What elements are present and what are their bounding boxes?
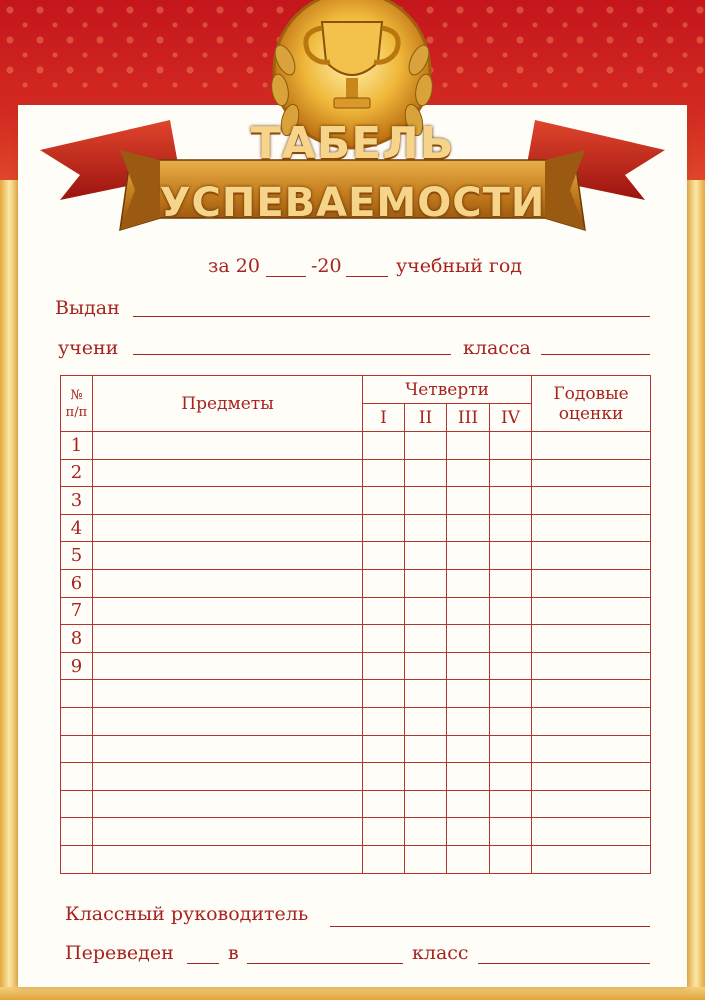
annual-grade-cell[interactable] <box>532 597 651 625</box>
transferred-to-field[interactable] <box>247 963 403 964</box>
quarter-4-cell[interactable] <box>490 569 532 597</box>
quarter-4-cell[interactable] <box>490 542 532 570</box>
quarter-2-cell[interactable] <box>405 763 447 791</box>
annual-grade-cell[interactable] <box>532 542 651 570</box>
quarter-4-cell[interactable] <box>490 487 532 515</box>
quarter-3-cell[interactable] <box>447 652 490 680</box>
student-label: учени <box>58 337 119 359</box>
quarter-4-cell[interactable] <box>490 763 532 791</box>
table-row <box>61 845 651 873</box>
year-mid: -20 <box>311 255 342 277</box>
title-line-2: УСПЕВАЕМОСТИ <box>159 180 546 226</box>
class-field[interactable] <box>541 354 650 355</box>
table-row <box>61 818 651 846</box>
quarter-4-cell[interactable] <box>490 790 532 818</box>
quarter-1-cell[interactable] <box>363 625 405 653</box>
row-number: 3 <box>61 487 93 515</box>
quarter-3-cell[interactable] <box>447 818 490 846</box>
quarter-2-cell[interactable] <box>405 707 447 735</box>
table-row <box>61 432 651 460</box>
row-number: 5 <box>61 542 93 570</box>
row-number <box>61 707 93 735</box>
annual-grade-cell[interactable] <box>532 459 651 487</box>
quarter-2-cell[interactable] <box>405 514 447 542</box>
row-number <box>61 845 93 873</box>
quarter-1-cell[interactable] <box>363 707 405 735</box>
table-row <box>61 680 651 708</box>
quarter-3-cell[interactable] <box>447 459 490 487</box>
row-number: 4 <box>61 514 93 542</box>
subject-cell[interactable] <box>93 763 363 791</box>
subject-cell[interactable] <box>93 514 363 542</box>
annual-grade-cell[interactable] <box>532 569 651 597</box>
quarter-1-cell[interactable] <box>363 597 405 625</box>
class-label-2: класс <box>412 942 469 964</box>
in-label: в <box>228 942 239 964</box>
row-number <box>61 790 93 818</box>
quarter-2-cell[interactable] <box>405 625 447 653</box>
quarter-2-cell[interactable] <box>405 818 447 846</box>
quarter-2-cell[interactable] <box>405 487 447 515</box>
row-number <box>61 763 93 791</box>
subject-cell[interactable] <box>93 542 363 570</box>
quarter-3-cell[interactable] <box>447 763 490 791</box>
subject-cell[interactable] <box>93 569 363 597</box>
quarter-4-cell[interactable] <box>490 818 532 846</box>
num-header: № п/п <box>61 376 93 432</box>
table-row <box>61 569 651 597</box>
quarter-4-cell[interactable] <box>490 707 532 735</box>
year-end-blank[interactable] <box>346 276 388 277</box>
annual-grade-cell[interactable] <box>532 735 651 763</box>
quarter-3-cell[interactable] <box>447 735 490 763</box>
subject-cell[interactable] <box>93 707 363 735</box>
quarter-4-cell[interactable] <box>490 459 532 487</box>
subject-cell[interactable] <box>93 625 363 653</box>
quarter-2-cell[interactable] <box>405 569 447 597</box>
student-field[interactable] <box>133 354 451 355</box>
grade-rows <box>61 432 651 874</box>
quarter-4-cell[interactable] <box>490 735 532 763</box>
table-row <box>61 625 651 653</box>
table-row <box>61 487 651 515</box>
gold-border-left <box>0 180 18 1000</box>
table-row <box>61 652 651 680</box>
table-row <box>61 459 651 487</box>
quarter-4-header: IV <box>490 404 532 432</box>
teacher-label: Классный руководитель <box>65 903 309 925</box>
gold-border-right <box>687 180 705 1000</box>
annual-grade-cell[interactable] <box>532 514 651 542</box>
quarter-3-cell[interactable] <box>447 569 490 597</box>
quarter-4-cell[interactable] <box>490 597 532 625</box>
quarter-1-cell[interactable] <box>363 652 405 680</box>
teacher-field[interactable] <box>330 926 650 927</box>
table-row <box>61 790 651 818</box>
quarter-1-cell[interactable] <box>363 680 405 708</box>
transferred-blank[interactable] <box>187 963 219 964</box>
quarter-1-cell[interactable] <box>363 735 405 763</box>
quarter-3-cell[interactable] <box>447 432 490 460</box>
subject-cell[interactable] <box>93 818 363 846</box>
quarter-3-cell[interactable] <box>447 680 490 708</box>
quarter-1-cell[interactable] <box>363 542 405 570</box>
subject-cell[interactable] <box>93 652 363 680</box>
quarter-4-cell[interactable] <box>490 845 532 873</box>
row-number: 9 <box>61 652 93 680</box>
annual-grade-cell[interactable] <box>532 707 651 735</box>
quarter-4-cell[interactable] <box>490 432 532 460</box>
table-row <box>61 735 651 763</box>
issued-field[interactable] <box>133 316 650 317</box>
annual-grade-cell[interactable] <box>532 652 651 680</box>
quarter-2-cell[interactable] <box>405 790 447 818</box>
quarter-3-cell[interactable] <box>447 845 490 873</box>
subject-cell[interactable] <box>93 735 363 763</box>
quarter-1-cell[interactable] <box>363 514 405 542</box>
quarter-2-cell[interactable] <box>405 432 447 460</box>
annual-grade-cell[interactable] <box>532 432 651 460</box>
table-row <box>61 514 651 542</box>
table-row <box>61 763 651 791</box>
quarter-3-cell[interactable] <box>447 625 490 653</box>
year-start-blank[interactable] <box>266 276 306 277</box>
issued-label: Выдан <box>55 297 120 319</box>
quarter-2-header: II <box>405 404 447 432</box>
quarter-1-cell[interactable] <box>363 818 405 846</box>
quarter-1-cell[interactable] <box>363 459 405 487</box>
quarter-4-cell[interactable] <box>490 625 532 653</box>
row-number <box>61 680 93 708</box>
row-number: 7 <box>61 597 93 625</box>
quarter-2-cell[interactable] <box>405 735 447 763</box>
quarter-3-cell[interactable] <box>447 514 490 542</box>
row-number <box>61 818 93 846</box>
quarter-4-cell[interactable] <box>490 514 532 542</box>
quarter-1-cell[interactable] <box>363 845 405 873</box>
annual-grade-cell[interactable] <box>532 625 651 653</box>
quarter-3-cell[interactable] <box>447 790 490 818</box>
annual-grade-cell[interactable] <box>532 818 651 846</box>
quarter-2-cell[interactable] <box>405 459 447 487</box>
subject-cell[interactable] <box>93 459 363 487</box>
subject-cell[interactable] <box>93 597 363 625</box>
quarter-3-header: III <box>447 404 490 432</box>
annual-grades-header: Годовые оценки <box>532 376 651 432</box>
row-number: 6 <box>61 569 93 597</box>
subject-cell[interactable] <box>93 845 363 873</box>
table-row <box>61 707 651 735</box>
year-suffix: учебный год <box>396 255 523 277</box>
subject-cell[interactable] <box>93 680 363 708</box>
row-number <box>61 735 93 763</box>
quarter-2-cell[interactable] <box>405 652 447 680</box>
quarter-3-cell[interactable] <box>447 542 490 570</box>
quarter-2-cell[interactable] <box>405 845 447 873</box>
quarter-4-cell[interactable] <box>490 652 532 680</box>
subject-cell[interactable] <box>93 487 363 515</box>
table-row <box>61 597 651 625</box>
quarter-4-cell[interactable] <box>490 680 532 708</box>
gold-border-bottom <box>0 987 705 1000</box>
table-row <box>61 542 651 570</box>
quarter-3-cell[interactable] <box>447 487 490 515</box>
grades-table <box>60 375 651 874</box>
quarter-2-cell[interactable] <box>405 597 447 625</box>
subjects-header: Предметы <box>93 376 363 432</box>
row-number: 2 <box>61 459 93 487</box>
quarter-2-cell[interactable] <box>405 680 447 708</box>
quarters-header: Четверти <box>363 376 532 404</box>
title-line-1: ТАБЕЛЬ <box>250 118 455 169</box>
quarter-1-cell[interactable] <box>363 487 405 515</box>
quarter-1-cell[interactable] <box>363 432 405 460</box>
class-label: класса <box>463 337 531 359</box>
annual-grade-cell[interactable] <box>532 845 651 873</box>
quarter-3-cell[interactable] <box>447 597 490 625</box>
annual-grade-cell[interactable] <box>532 790 651 818</box>
row-number: 8 <box>61 625 93 653</box>
annual-grade-cell[interactable] <box>532 763 651 791</box>
quarter-1-header: I <box>363 404 405 432</box>
year-prefix: за 20 <box>208 255 260 277</box>
quarter-3-cell[interactable] <box>447 707 490 735</box>
quarter-2-cell[interactable] <box>405 542 447 570</box>
row-number: 1 <box>61 432 93 460</box>
quarter-1-cell[interactable] <box>363 790 405 818</box>
transferred-class-field[interactable] <box>478 963 650 964</box>
subject-cell[interactable] <box>93 432 363 460</box>
annual-grade-cell[interactable] <box>532 680 651 708</box>
transferred-label: Переведен <box>65 942 174 964</box>
quarter-1-cell[interactable] <box>363 763 405 791</box>
subject-cell[interactable] <box>93 790 363 818</box>
quarter-1-cell[interactable] <box>363 569 405 597</box>
annual-grade-cell[interactable] <box>532 487 651 515</box>
